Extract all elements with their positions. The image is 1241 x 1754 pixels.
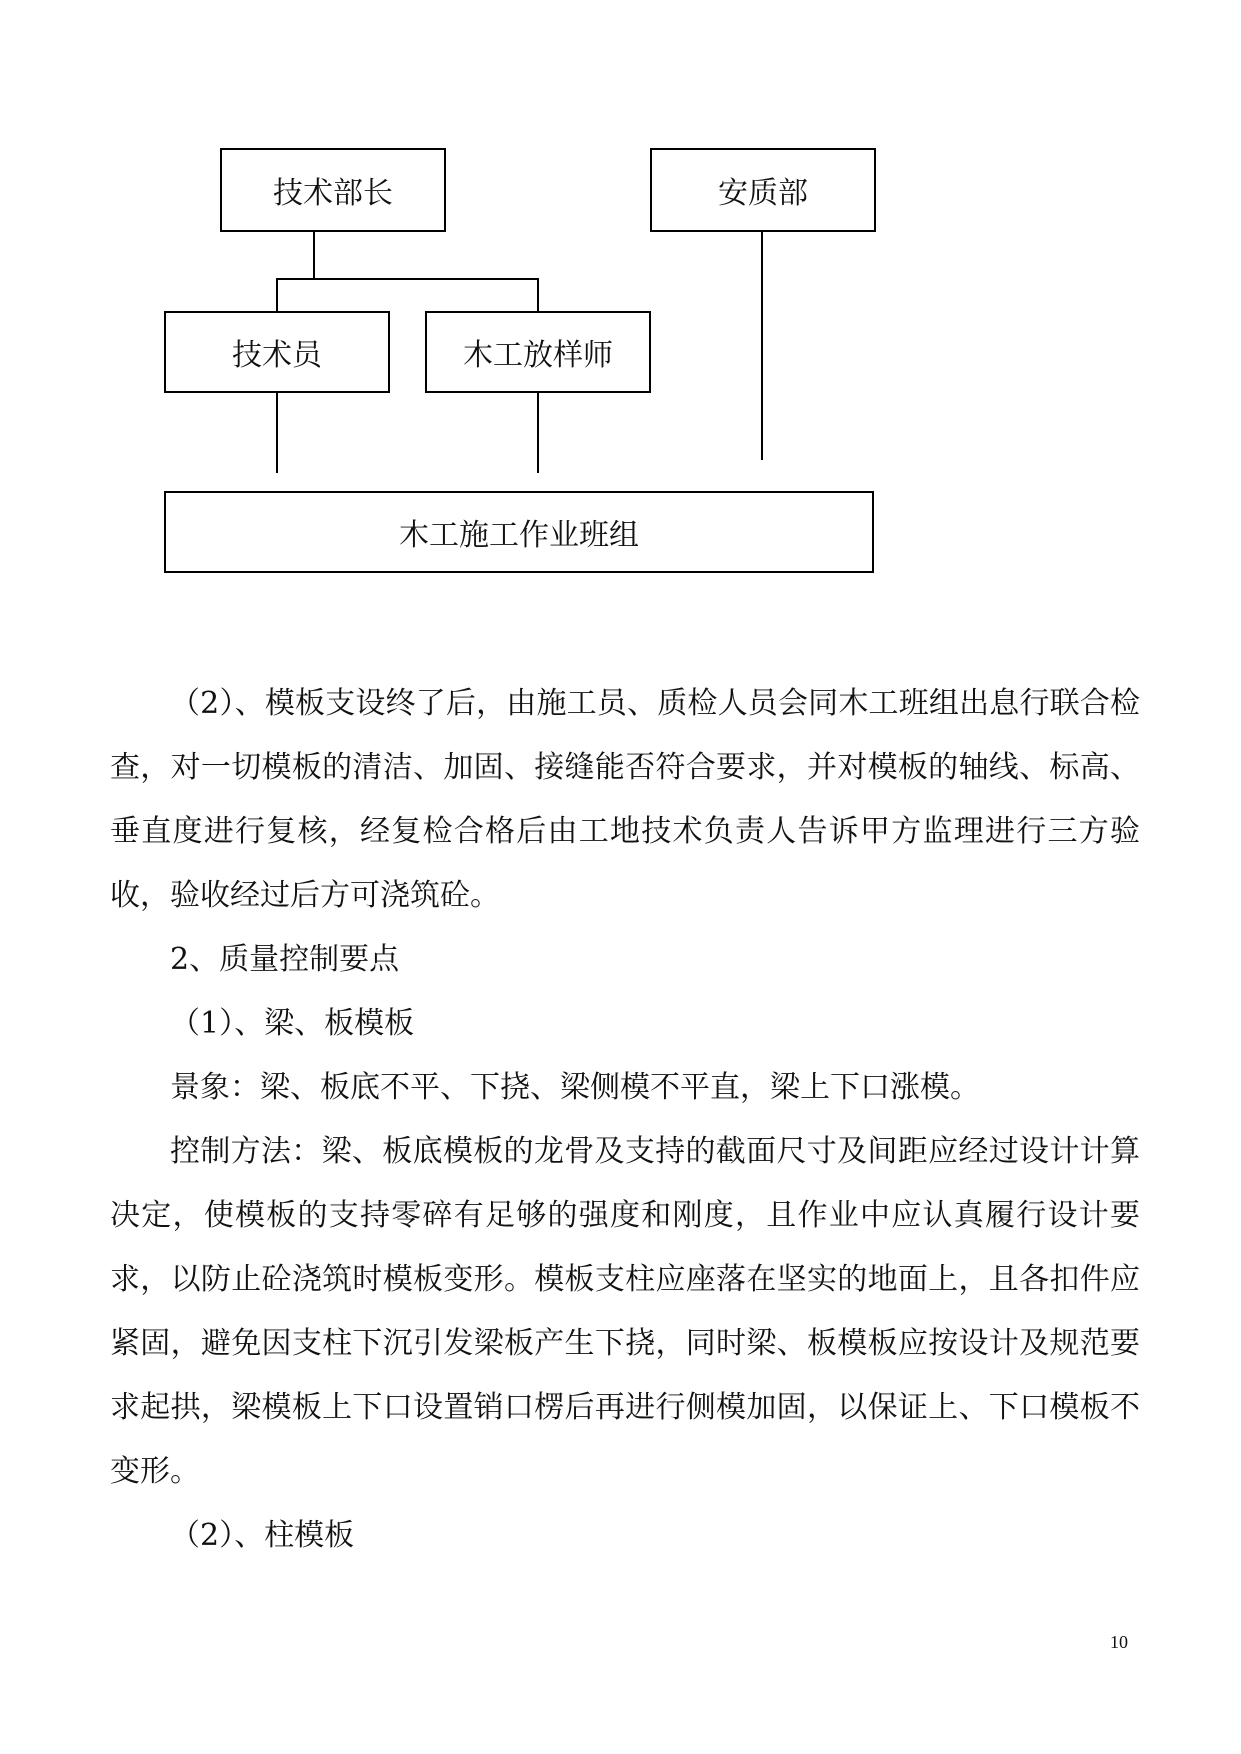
org-chart (0, 0, 1241, 620)
connector-line (761, 232, 763, 460)
org-box-label: 技术部长 (273, 176, 393, 211)
section-heading: 2、质量控制要点 (170, 942, 400, 977)
paragraph: 控制方法：梁、板底模板的龙骨及支持的截面尺寸及间距应经过设计计算决定，使模板的支持零碎有足够的强度和刚度，且作业中应认真履行设计要求，以防止砼浇筑时模板变形。模板支柱应座落在坚实的地面上，且各扣件应紧固，避免因支柱下沉引发梁板产生下挠，同时梁、板模板应按设计及规范要求起拱，梁模板上下口设置销口楞后再进行侧模加固，以保证上、下口模板不变形。 (110, 1134, 1140, 1489)
connector-line (537, 278, 539, 311)
connector-line (313, 232, 315, 278)
org-box-technician (164, 311, 390, 393)
page-number: 10 (1110, 1632, 1128, 1652)
connector-line (276, 393, 278, 473)
subsection-heading: （2）、柱模板 (170, 1518, 355, 1553)
org-box-label: 技术员 (232, 338, 322, 373)
subsection-heading: （1）、梁、板模板 (170, 1006, 415, 1041)
body-text (110, 672, 1140, 1568)
connector-line (276, 278, 278, 311)
org-box-carpentry-team (164, 491, 874, 573)
connector-line (276, 278, 538, 280)
org-box-safety-dept (650, 148, 876, 232)
org-box-label: 木工放样师 (463, 338, 613, 373)
paragraph: （2）、模板支设终了后，由施工员、质检人员会同木工班组出息行联合检查，对一切模板的清洁、加固、接缝能否符合要求，并对模板的轴线、标高、垂直度进行复核，经复检合格后由工地技术负责人告诉甲方监理进行三方验收，验收经过后方可浇筑砼。 (110, 686, 1140, 913)
paragraph: 景象：梁、板底不平、下挠、梁侧模不平直，梁上下口涨模。 (170, 1070, 980, 1105)
connector-line (537, 393, 539, 473)
org-box-label: 安质部 (718, 176, 808, 211)
org-box-label: 木工施工作业班组 (399, 518, 639, 553)
org-box-carpenter-layout (425, 311, 651, 393)
org-box-tech-head (220, 148, 446, 232)
